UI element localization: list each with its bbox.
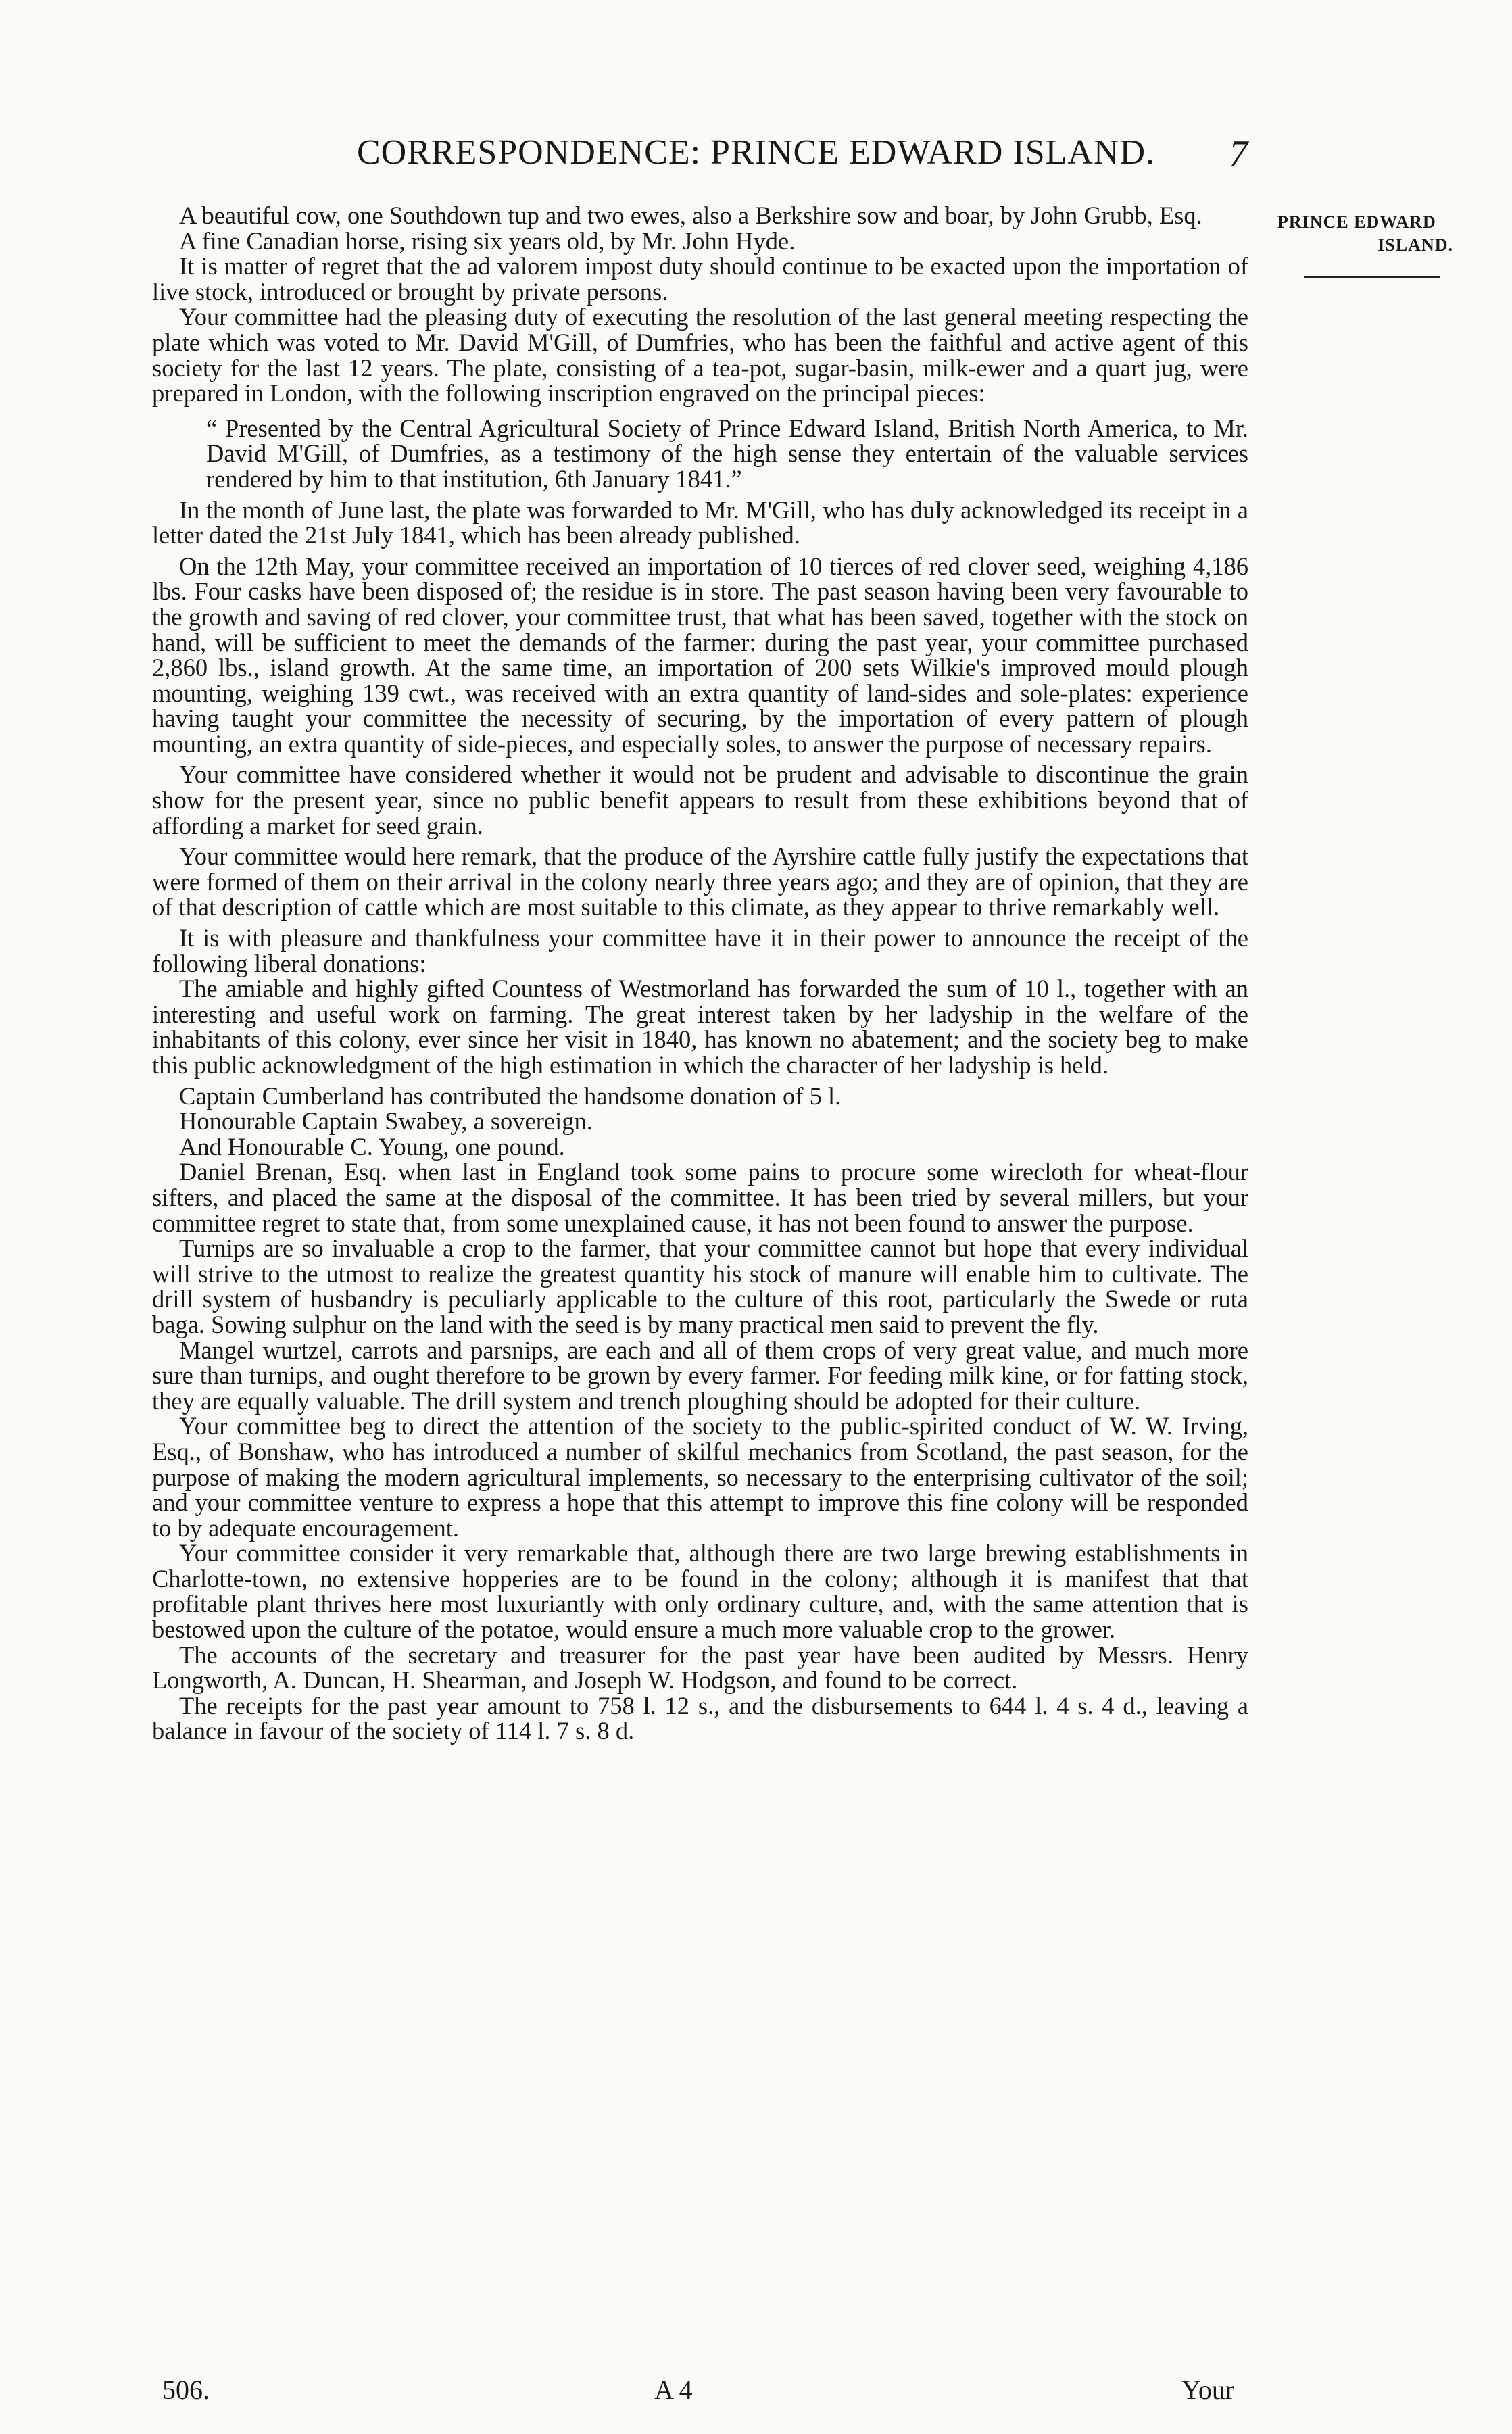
catchword: Your: [1181, 2375, 1235, 2405]
paragraph-ayrshire-cattle: Your committee would here remark, that the produce of the Ayrshire cattle fully justify the expectations that were formed of them on their arrival in the colony nearly three years ago; and they are of opinion, that they are of that description of cattle which are most suitable to this climate, as they appear to thrive remarkably well.: [152, 842, 1248, 921]
paragraph-countess-westmorland: The amiable and highly gifted Countess of Westmorland has forwarded the sum of 10 l., together with an interesting and useful work on farming. The great interest taken by her ladyship in the welfare of the inhabitants of this colony, ever since her visit in 1840, has known no abatement; and the society beg to make this public acknowledgment of the high estimation in which the character of her ladyship is held.: [152, 975, 1248, 1079]
paragraph-donation-cow: A beautiful cow, one Southdown tup and two ewes, also a Berkshire sow and boar, by John Grubb, Esq.: [179, 201, 1202, 229]
paragraph-irving: Your committee beg to direct the attention of the society to the public-spirited conduct of W. W. Irving, Esq., of Bonshaw, who has introduced a number of skilful mechanics from Scotland, the past season, for the purpose of making the modern agricultural implements, so necessary to the enterprising cultivator of the soil; and your committee venture to express a hope that this attempt to improve this fine colony will be responded to by adequate encouragement.: [152, 1412, 1248, 1542]
page-title: CORRESPONDENCE: PRINCE EDWARD ISLAND.: [356, 133, 1156, 172]
paragraph-plate-forwarded: In the month of June last, the plate was forwarded to Mr. M'Gill, who has duly acknowledged its receipt in a letter dated the 21st July 1841, which has been already published.: [152, 495, 1248, 550]
page-number: 7: [1229, 133, 1248, 175]
paragraph-receipts: The receipts for the past year amount to 758 l. 12 s., and the disbursements to 644 l. 4 s. 4 d., leaving a balance in favour of the society of 114 l. 7 s. 8 d.: [152, 1691, 1248, 1745]
paragraph-plate: Your committee had the pleasing duty of executing the resolution of the last general meeting respecting the plate which was voted to Mr. David M'Gill, of Dumfries, who has been the faithful and active agent of this society for the last 12 years. The plate, consisting of a tea-pot, sugar-basin, milk-ewer and a quart jug, were prepared in London, with the following inscription engraved on the principal pieces:: [152, 303, 1248, 408]
sheet-mark: A 4: [654, 2375, 693, 2405]
paragraph-grain-show: Your committee have considered whether it would not be prudent and advisable to discontinue the grain show for the present year, since no public benefit appears to result from these exhibitions beyond that of affording a market for seed grain.: [152, 760, 1248, 839]
paragraph-captain-swabey: Honourable Captain Swabey, a sovereign.: [179, 1107, 593, 1136]
inscription-quote: “ Presented by the Central Agricultural Society of Prince Edward Island, British North America, to Mr. David M'Gill, of Dumfries, as a testimony of the high sense they entertain of the valuable services rendered by him to that institution, 6th January 1841.”: [206, 414, 1248, 493]
paragraph-turnips: Turnips are so invaluable a crop to the farmer, that your committee cannot but hope that every individual will strive to the utmost to realize the greatest quantity his stock of manure will enable him to cultivate. The drill system of husbandry is peculiarly applicable to the culture of this root, particularly the Swede or ruta baga. Sowing sulphur on the land with the seed is by many practical men said to prevent the fly.: [152, 1234, 1248, 1338]
paragraph-clover-seed: On the 12th May, your committee received an importation of 10 tierces of red clover seed, weighing 4,186 lbs. Four casks have been disposed of; the residue is in store. The past season having been very favourable to the growth and saving of red clover, your committee trust, that what has been saved, together with the stock on hand, will be sufficient to meet the demands of the farmer: during the past year, your committee purchased 2,860 lbs., island growth. At the same time, an importation of 200 sets Wilkie's improved mould plough mounting, weighing 139 cwt., was received with an extra quantity of land-sides and sole-plates: experience having taught your committee the necessity of securing, by the importation of every pattern of plough mounting, an extra quantity of side-pieces, and especially soles, to answer the purpose of necessary repairs.: [152, 552, 1248, 758]
paragraph-donation-horse: A fine Canadian horse, rising six years old, by Mr. John Hyde.: [179, 226, 796, 255]
marginal-note: [1277, 211, 1480, 257]
signature-mark: 506.: [162, 2375, 210, 2405]
marginal-rule: [1304, 276, 1440, 278]
paragraph-mangel-wurtzel: Mangel wurtzel, carrots and parsnips, are each and all of them crops of very great value, and much more sure than turnips, and ought therefore to be grown by every farmer. For feeding milk kine, or for fatting stock, they are equally valuable. The drill system and trench ploughing should be adopted for their culture.: [152, 1336, 1248, 1415]
paragraph-wirecloth: Daniel Brenan, Esq. when last in England took some pains to procure some wirecloth for wheat-flour sifters, and placed the same at the disposal of the committee. It has been tried by several millers, but your committee regret to state that, from some unexplained cause, it has not been found to answer the purpose.: [152, 1158, 1248, 1237]
paragraph-impost-duty: It is matter of regret that the ad valorem impost duty should continue to be exacted upon the importation of live stock, introduced or brought by private persons.: [152, 252, 1248, 306]
marginal-note-line1: PRINCE EDWARD: [1277, 212, 1436, 232]
paragraph-hopperies: Your committee consider it very remarkable that, although there are two large brewing establishments in Charlotte-town, no extensive hopperies are to be found in the colony; although it is manifest that that profitable plant thrives here most luxuriantly with only ordinary culture, and, with the same attention that is bestowed upon the culture of the potatoe, would ensure a much more valuable crop to the grower.: [152, 1539, 1248, 1644]
paragraph-c-young: And Honourable C. Young, one pound.: [179, 1132, 565, 1161]
marginal-note-line2: ISLAND.: [1377, 235, 1453, 255]
body-text: [152, 203, 1248, 1744]
paragraph-captain-cumberland: Captain Cumberland has contributed the handsome donation of 5 l.: [179, 1081, 842, 1110]
paragraph-donations-intro: It is with pleasure and thankfulness your committee have it in their power to announce the receipt of the following liberal donations:: [152, 924, 1248, 977]
paragraph-accounts-audited: The accounts of the secretary and treasurer for the past year have been audited by Messrs. Henry Longworth, A. Duncan, H. Shearman, and Joseph W. Hodgson, and found to be correct.: [152, 1640, 1248, 1695]
